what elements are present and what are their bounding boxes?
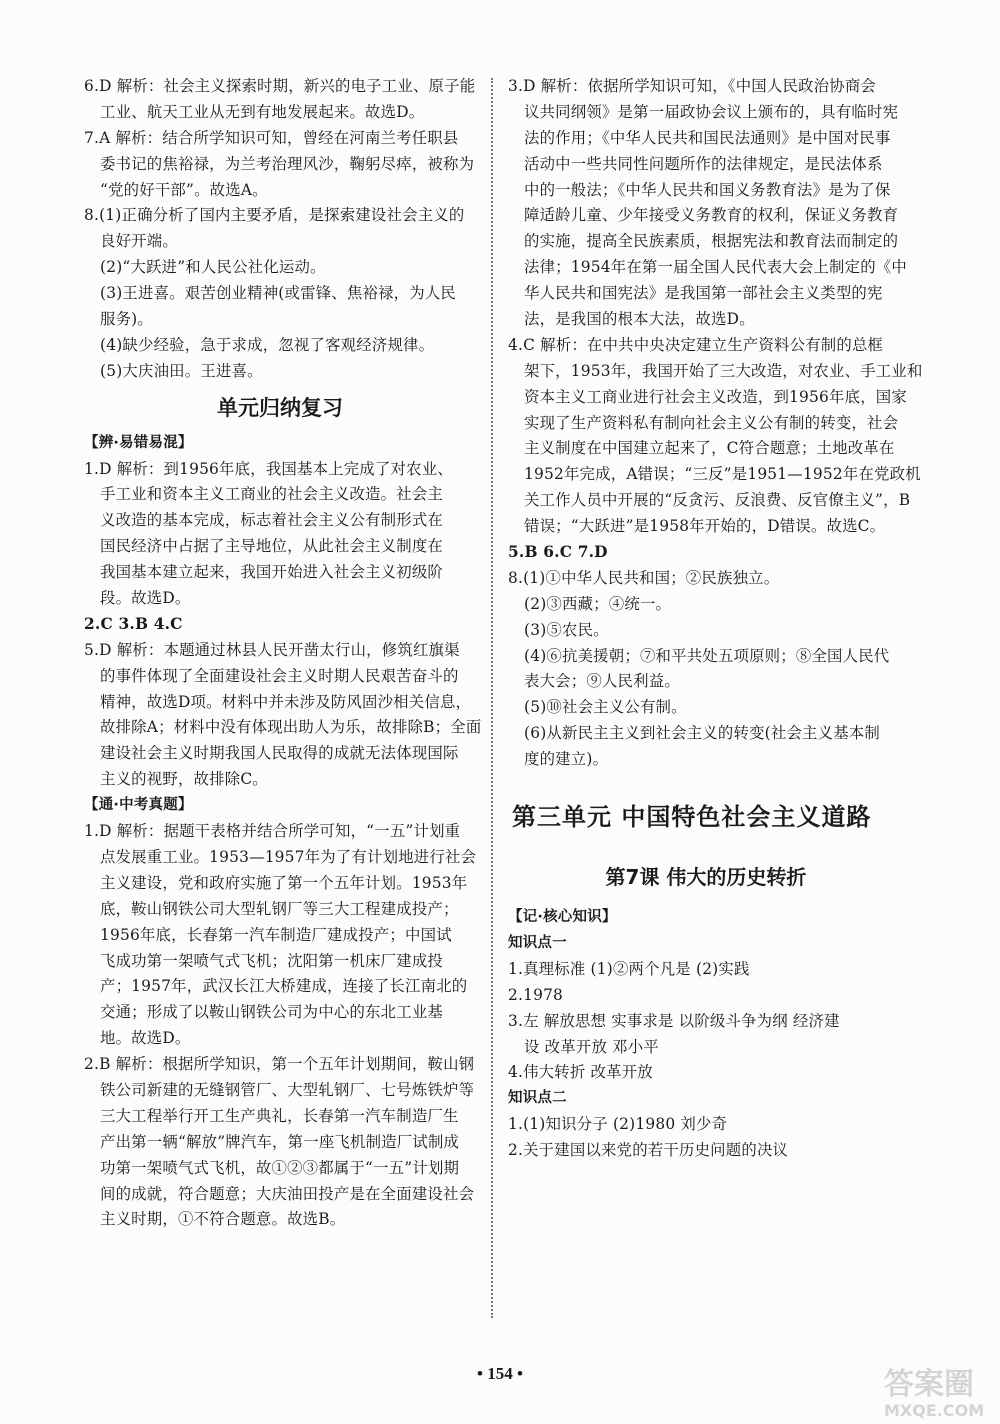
section-tag: 【通·中考真题】 xyxy=(84,797,193,814)
text-line: 义改造的基本完成，标志着社会主义公有制形式在 xyxy=(100,511,443,530)
text-line: 的实施，提高全民族素质，根据宪法和教育法而制定的 xyxy=(524,232,899,251)
text-line: 手工业和资本主义工商业的社会主义改造。社会主 xyxy=(100,485,443,504)
text-line: 架下，1953年，我国开始了三大改造，对农业、手工业和 xyxy=(524,361,923,380)
text-line: 5.D 解析：本题通过林县人民开凿太行山，修筑红旗渠 xyxy=(84,640,460,659)
text-line: 8.(1)正确分析了国内主要矛盾，是探索建设社会主义的 xyxy=(84,206,465,225)
text-line: 2.B 解析：根据所学知识，第一个五年计划期间，鞍山钢 xyxy=(84,1055,475,1074)
text-line: 议共同纲领》是第一届政协会议上颁布的，具有临时宪 xyxy=(524,102,899,121)
text-line: 障适龄儿童、少年接受义务教育的权利，保证义务教育 xyxy=(524,206,899,225)
text-line: 7.A 解析：结合所学知识可知，曾经在河南兰考任职县 xyxy=(84,128,459,147)
text-line: 4.伟大转折 改革开放 xyxy=(508,1063,653,1082)
watermark-text: 答案圈 xyxy=(884,1367,974,1402)
text-line: 活动中一些共同性问题所作的法律规定，是民法体系 xyxy=(524,154,883,173)
text-line: 底，鞍山钢铁公司大型轧钢厂等三大工程建成投产； xyxy=(100,899,459,918)
text-line: 8.(1)①中华人民共和国；②民族独立。 xyxy=(508,568,780,587)
spacer xyxy=(508,773,904,785)
text-line: 1952年完成，A错误；“三反”是1951—1952年在党政机 xyxy=(524,465,921,484)
text-line: 1.D 解析：到1956年底，我国基本上完成了对农业、 xyxy=(84,459,453,478)
text-line: 中的一般法；《中华人民共和国义务教育法》是为了保 xyxy=(524,180,891,199)
right-column xyxy=(508,74,923,1164)
text-line: 主义的视野，故排除C。 xyxy=(100,770,268,789)
text-line: 法，是我国的根本大法，故选D。 xyxy=(524,310,755,329)
text-line: 2.关于建国以来党的若干历史问题的决议 xyxy=(508,1141,789,1160)
text-line: 资本主义工商业进行社会主义改造，到1956年底，国家 xyxy=(524,387,907,406)
text-line: 1.真理标准 (1)②两个凡是 (2)实践 xyxy=(508,959,750,978)
text-line: 设 改革开放 邓小平 xyxy=(524,1037,659,1056)
watermark-domain: MXQE.COM xyxy=(884,1401,985,1420)
text-line: (3)王进喜。艰苦创业精神(或雷锋、焦裕禄，为人民 xyxy=(100,284,457,303)
text-line: 铁公司新建的无缝钢管厂、大型轧钢厂、七号炼铁炉等 xyxy=(100,1080,475,1099)
text-line: 5.B 6.C 7.D xyxy=(508,543,608,562)
text-line: 三大工程举行开工生产典礼，长春第一汽车制造厂生 xyxy=(100,1106,459,1125)
watermark-logo xyxy=(880,1360,992,1420)
text-line: 地。故选D。 xyxy=(100,1029,191,1048)
section-tag: 【辨·易错易混】 xyxy=(84,434,193,451)
unit-title: 第三单元 中国特色社会主义道路 xyxy=(512,803,872,832)
section-tag: 【记·核心知识】 xyxy=(508,909,617,926)
text-line: 1956年底，长春第一汽车制造厂建成投产；中国试 xyxy=(100,925,452,944)
section-tag: 知识点二 xyxy=(508,1090,567,1107)
text-line: 错误；“大跃进”是1958年开始的，D错误。故选C。 xyxy=(524,517,886,536)
left-column xyxy=(84,74,482,1233)
text-line: (4)缺少经验，急于求成，忽视了客观经济规律。 xyxy=(100,335,435,354)
text-line: 建设社会主义时期我国人民取得的成就无法体现国际 xyxy=(100,744,459,763)
text-line: 间的成就，符合题意；大庆油田投产是在全面建设社会 xyxy=(100,1184,475,1203)
section-tag: 知识点一 xyxy=(508,934,567,951)
text-line: 功第一架喷气式飞机，故①②③都属于“一五”计划期 xyxy=(100,1158,460,1177)
text-line: 交通；形成了以鞍山钢铁公司为中心的东北工业基 xyxy=(100,1003,443,1022)
text-line: 主义制度在中国建立起来了，C符合题意；土地改革在 xyxy=(524,439,895,458)
text-line: 4.C 解析：在中共中央决定建立生产资料公有制的总框 xyxy=(508,335,884,354)
text-line: (5)大庆油田。王进喜。 xyxy=(100,361,263,380)
text-line: 主义时期，①不符合题意。故选B。 xyxy=(100,1210,346,1229)
text-line: 主义建设，党和政府实施了第一个五年计划。1953年 xyxy=(100,873,468,892)
text-line: 产；1957年，武汉长江大桥建成，连接了长江南北的 xyxy=(100,977,468,996)
section-title: 单元归纳复习 xyxy=(217,395,343,420)
text-line: (2)③西藏；④统一。 xyxy=(524,594,672,613)
text-line: (5)⑩社会主义公有制。 xyxy=(524,698,687,717)
text-line: 华人民共和国宪法》是我国第一部社会主义类型的宪 xyxy=(524,284,883,303)
text-line: 点发展重工业。1953—1957年为了有计划地进行社会 xyxy=(100,847,477,866)
text-line: 产出第一辆“解放”牌汽车，第一座飞机制造厂试制成 xyxy=(100,1132,460,1151)
text-line: (3)⑤农民。 xyxy=(524,620,609,639)
text-line: 6.D 解析：社会主义探索时期，新兴的电子工业、原子能 xyxy=(84,77,476,95)
text-line: 度的建立)。 xyxy=(524,750,609,769)
text-line: 委书记的焦裕禄，为兰考治理风沙，鞠躬尽瘁，被称为 xyxy=(100,154,475,173)
text-line: 2.1978 xyxy=(508,985,564,1004)
text-line: (2)“大跃进”和人民公社化运动。 xyxy=(100,258,326,277)
text-line: 段。故选D。 xyxy=(100,589,191,608)
text-line: 实现了生产资料私有制向社会主义公有制的转变，社会 xyxy=(524,413,899,432)
text-line: 表大会；⑨人民利益。 xyxy=(524,672,680,691)
lesson-title: 第7课 伟大的历史转折 xyxy=(605,865,807,890)
text-line: 的事件体现了全面建设社会主义时期人民艰苦奋斗的 xyxy=(100,666,459,685)
text-line: 我国基本建立起来，我国开始进入社会主义初级阶 xyxy=(100,563,443,582)
text-line: 服务)。 xyxy=(100,310,153,329)
text-line: 3.左 解放思想 实事求是 以阶级斗争为纲 经济建 xyxy=(508,1011,840,1030)
text-line: 良好开端。 xyxy=(100,232,178,251)
text-line: 法律；1954年在第一届全国人民代表大会上制定的《中 xyxy=(524,258,907,277)
text-line: 精神，故选D项。材料中并未涉及防风固沙相关信息， xyxy=(100,692,472,711)
text-line: 飞成功第一架喷气式飞机；沈阳第一机床厂建成投 xyxy=(100,951,443,970)
text-line: 1.(1)知识分子 (2)1980 刘少奇 xyxy=(508,1115,728,1134)
text-line: 故排除A；材料中没有体现出助人为乐，故排除B；全面 xyxy=(100,718,482,737)
text-line: 工业、航天工业从无到有地发展起来。故选D。 xyxy=(100,102,425,121)
text-line: 国民经济中占据了主导地位，从此社会主义制度在 xyxy=(100,537,443,556)
text-line: 3.D 解析：依据所学知识可知，《中国人民政治协商会 xyxy=(508,77,877,95)
text-line: 1.D 解析：据题干表格并结合所学可知，“一五”计划重 xyxy=(84,822,461,841)
text-line: (4)⑥抗美援朝；⑦和平共处五项原则；⑧全国人民代 xyxy=(524,646,890,665)
text-line: 关工作人员中开展的“反贪污、反浪费、反官僚主义”，B xyxy=(524,491,911,510)
page-number: • 154 • xyxy=(477,1364,523,1383)
text-line: 法的作用；《中华人民共和国民法通则》是中国对民事 xyxy=(524,128,891,147)
column-divider xyxy=(491,78,493,1318)
text-line: “党的好干部”。故选A。 xyxy=(100,180,268,199)
text-line: (6)从新民主主义到社会主义的转变(社会主义基本制 xyxy=(524,724,881,743)
text-line: 2.C 3.B 4.C xyxy=(84,614,183,633)
